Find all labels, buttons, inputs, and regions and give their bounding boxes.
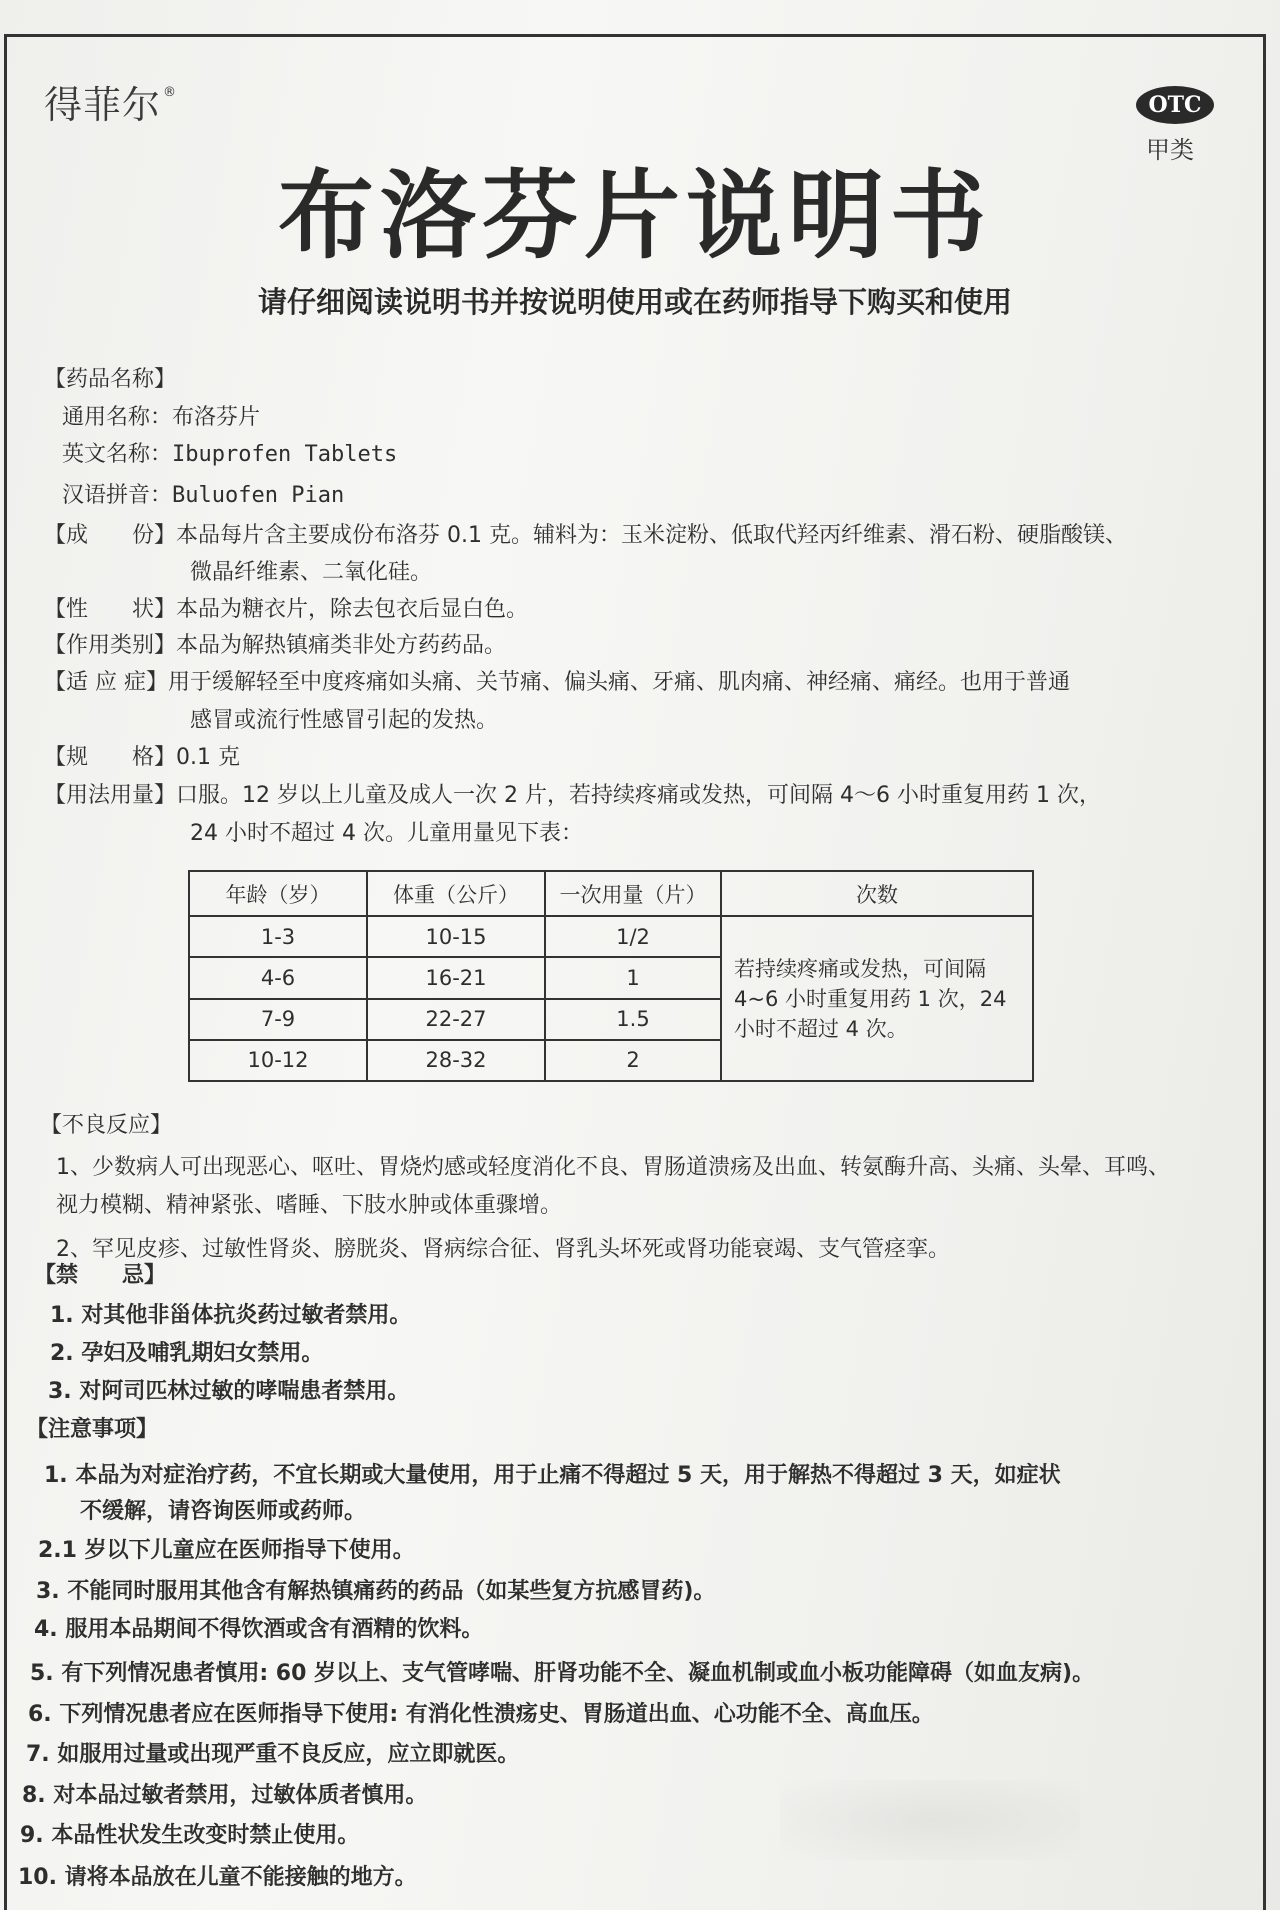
dosage-line-2: 24 小时不超过 4 次。儿童用量见下表： [190,821,583,846]
section-heading-adverse: 【不良反应】 [40,1113,173,1138]
header-dose: 一次用量（片） [545,871,721,916]
cell-weight: 16-21 [367,957,545,998]
precaution-item: 7. 如服用过量或出现严重不良反应，应立即就医。 [26,1742,520,1767]
pinyin-name-row [62,478,344,509]
frequency-line-2: 4~6 小时重复用药 1 次，24 [734,986,1007,1011]
precaution-item: 3. 不能同时服用其他含有解热镇痛药的药品（如某些复方抗感冒药)。 [36,1579,716,1604]
otc-badge: OTC [1136,86,1214,124]
english-name: Ibuprofen Tablets [172,442,398,467]
precaution-item-1-line-1: 1. 本品为对症治疗药，不宜长期或大量使用，用于止痛不得超过 5 天，用于解热不得超过 3 天，如症状 [44,1463,1061,1488]
indications-line-1: 【适 应 症】用于缓解轻至中度疼痛如头痛、关节痛、偏头痛、牙痛、肌肉痛、神经痛、痛经。也用于普通 [44,670,1070,695]
precaution-item: 6. 下列情况患者应在医师指导下使用: 有消化性溃疡史、胃肠道出血、心功能不全、高血压。 [28,1702,934,1727]
background-shadow [780,1780,1080,1860]
precaution-item: 8. 对本品过敏者禁用，过敏体质者慎用。 [22,1783,428,1808]
cell-age: 1-3 [189,916,367,957]
brand-logo [44,74,177,129]
properties: 【性 状】本品为糖衣片，除去包衣后显白色。 [44,597,529,622]
precaution-item: 2.1 岁以下儿童应在医师指导下使用。 [38,1538,415,1563]
brand-name: 得菲尔 [44,83,162,127]
precaution-item: 10. 请将本品放在儿童不能接触的地方。 [18,1865,417,1890]
cell-weight: 10-15 [367,916,545,957]
pediatric-dose-table [188,870,1034,1082]
cell-age: 10-12 [189,1040,367,1081]
section-heading-contraindications: 【禁 忌】 [34,1263,167,1288]
contraindication-item: 1. 对其他非甾体抗炎药过敏者禁用。 [50,1303,412,1328]
cell-dose: 1.5 [545,999,721,1040]
section-heading-precautions: 【注意事项】 [26,1417,159,1442]
cell-dose: 1/2 [545,916,721,957]
header-weight: 体重（公斤） [367,871,545,916]
document-subtitle: 请仔细阅读说明书并按说明使用或在药师指导下购买和使用 [257,285,1012,319]
cell-weight: 28-32 [367,1040,545,1081]
frequency-line-3: 小时不超过 4 次。 [734,1016,908,1041]
table-row [189,916,1033,957]
adverse-line-2: 视力模糊、精神紧张、嗜睡、下肢水肿或体重骤增。 [56,1193,563,1218]
cell-dose: 2 [545,1040,721,1081]
header-age: 年龄（岁） [189,871,367,916]
pinyin-label: 汉语拼音： [62,483,173,508]
cell-weight: 22-27 [367,999,545,1040]
trademark-mark: ® [163,85,178,101]
cell-age: 7-9 [189,999,367,1040]
cell-frequency [721,916,1033,1081]
cell-age: 4-6 [189,957,367,998]
table-header-row [189,871,1033,916]
specification: 【规 格】0.1 克 [44,745,240,770]
precaution-item: 5. 有下列情况患者慎用: 60 岁以上、支气管哮喘、肝肾功能不全、凝血机制或血小板功能障碍（如血友病)。 [30,1661,1095,1686]
english-name-row [62,437,397,468]
composition-line-1: 【成 份】本品每片含主要成份布洛芬 0.1 克。辅料为：玉米淀粉、低取代羟丙纤维素、滑石粉、硬脂酸镁、 [44,523,1127,548]
precaution-item: 4. 服用本品期间不得饮酒或含有酒精的饮料。 [34,1617,484,1642]
otc-class-label: 甲类 [1146,136,1194,164]
header-frequency: 次数 [721,871,1033,916]
adverse-line-1: 1、少数病人可出现恶心、呕吐、胃烧灼感或轻度消化不良、胃肠道溃疡及出血、转氨酶升高、头痛、头晕、耳鸣、 [56,1155,1171,1180]
contraindication-item: 2. 孕妇及哺乳期妇女禁用。 [50,1341,324,1366]
contraindication-item: 3. 对阿司匹林过敏的哮喘患者禁用。 [48,1379,410,1404]
frequency-line-1: 若持续疼痛或发热，可间隔 [734,956,986,981]
pinyin-name: Buluofen Pian [172,483,345,508]
precaution-item-1-line-2: 不缓解，请咨询医师或药师。 [80,1499,367,1524]
generic-name: 通用名称：布洛芬片 [62,405,261,430]
indications-line-2: 感冒或流行性感冒引起的发热。 [190,708,499,733]
english-name-label: 英文名称： [62,442,173,467]
document-title: 布洛芬片说明书 [278,160,992,272]
precaution-item: 9. 本品性状发生改变时禁止使用。 [20,1823,360,1848]
adverse-line-3: 2、罕见皮疹、过敏性肾炎、膀胱炎、肾病综合征、肾乳头坏死或肾功能衰竭、支气管痉挛。 [56,1237,951,1262]
cell-dose: 1 [545,957,721,998]
composition-line-2: 微晶纤维素、二氧化硅。 [190,560,433,585]
category: 【作用类别】本品为解热镇痛类非处方药药品。 [44,633,507,658]
section-heading-drug-name: 【药品名称】 [44,367,177,392]
dosage-line-1: 【用法用量】口服。12 岁以上儿童及成人一次 2 片，若持续疼痛或发热，可间隔 4～6 小时重复用药 1 次， [44,783,1101,808]
